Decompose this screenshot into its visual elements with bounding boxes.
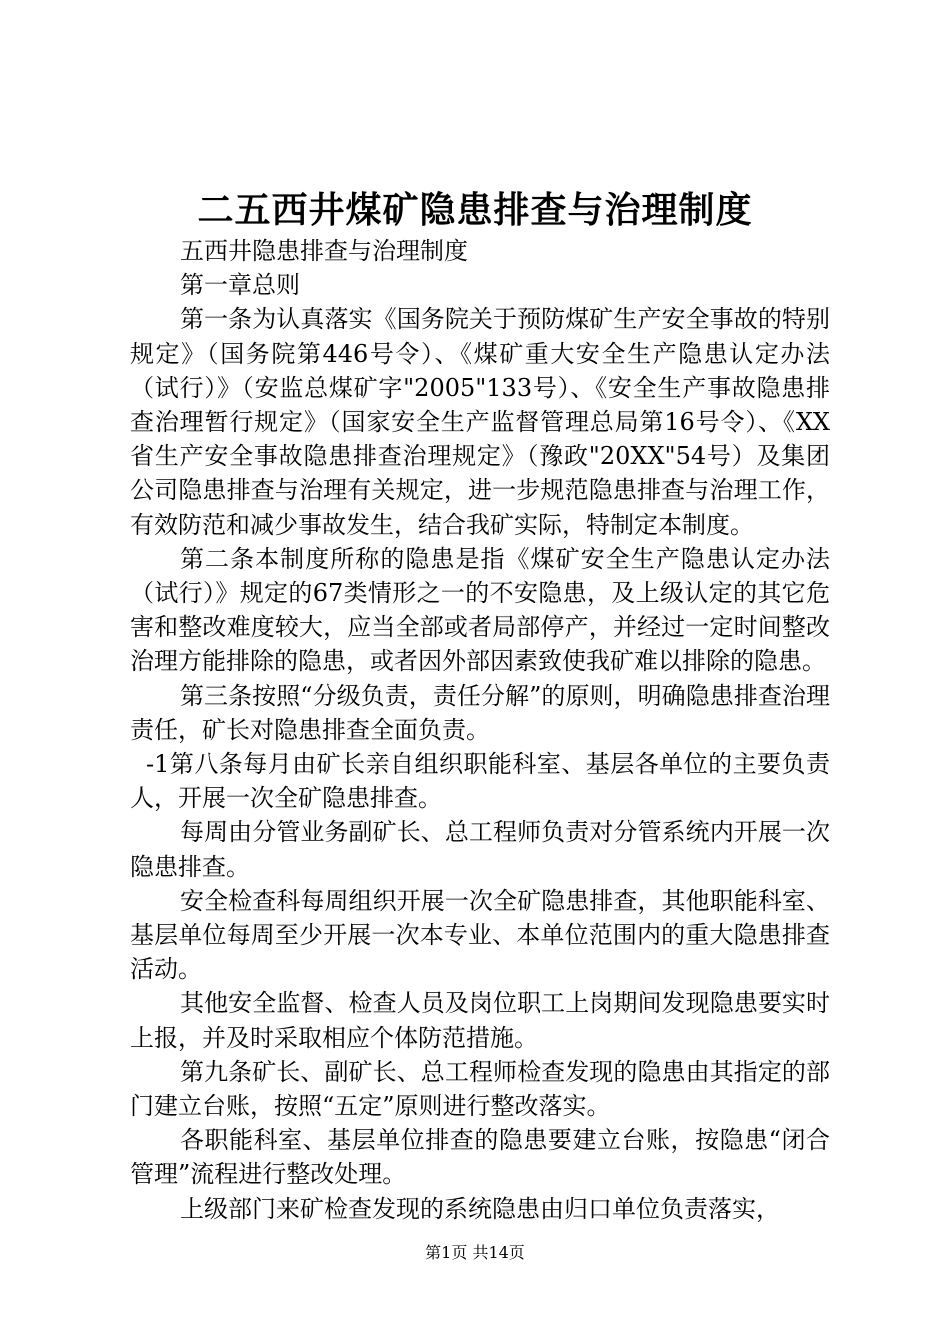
article-9-paragraph: 第九条矿长、副矿长、总工程师检查发现的隐患由其指定的部门建立台账，按照“五定”原则进行整改落实。 xyxy=(130,1057,830,1121)
article-2-paragraph: 第二条本制度所称的隐患是指《煤矿安全生产隐患认定办法（试行）》规定的67类情形之一的不安隐患，及上级认定的其它危害和整改难度较大，应当全部或者局部停产，并经过一定时间整改治理方能排除的隐患，或者因外部因素致使我矿难以排除的隐患。 xyxy=(130,544,830,676)
chapter-heading: 第一章总则 xyxy=(180,271,300,300)
article-1-paragraph: 第一条为认真落实《国务院关于预防煤矿生产安全事故的特别规定》（国务院第446号令）、《煤矿重大安全生产隐患认定办法（试行）》（安监总煤矿字"2005"133号）、《安全生产事故隐患排查治理暂行规定》（国家安全生产监督管理总局第16号令）、《XX省生产安全事故隐患排查治理规定》（豫政"20XX"54号）及集团公司隐患排查与治理有关规定，进一步规范隐患排查与治理工作，有效防范和减少事故发生，结合我矿实际，特制定本制度。 xyxy=(130,305,830,539)
safety-dept-paragraph: 安全检查科每周组织开展一次全矿隐患排查，其他职能科室、基层单位每周至少开展一次本专业、本单位范围内的重大隐患排查活动。 xyxy=(130,886,830,984)
staff-report-paragraph: 其他安全监督、检查人员及岗位职工上岗期间发现隐患要实时上报，并及时采取相应个体防范措施。 xyxy=(130,989,830,1052)
document-title: 二五西井煤矿隐患排查与治理制度 xyxy=(197,189,753,231)
superior-inspection-paragraph: 上级部门来矿检查发现的系统隐患由归口单位负责落实， xyxy=(180,1194,780,1223)
ledger-paragraph: 各职能科室、基层单位排查的隐患要建立台账，按隐患“闭合管理”流程进行整改处理。 xyxy=(130,1126,830,1189)
article-3-paragraph: 第三条按照“分级负责，责任分解”的原则，明确隐患排查治理责任，矿长对隐患排查全面负责。 xyxy=(130,681,830,744)
page-footer: 第1页 共14页 xyxy=(425,1243,525,1262)
article-8-paragraph: -1第八条每月由矿长亲自组织职能科室、基层各单位的主要负责人，开展一次全矿隐患排查。 xyxy=(130,750,830,813)
document-body xyxy=(130,234,830,1226)
subtitle-paragraph: 五西井隐患排查与治理制度 xyxy=(180,237,468,265)
weekly-inspection-paragraph: 每周由分管业务副矿长、总工程师负责对分管系统内开展一次隐患排查。 xyxy=(130,818,830,881)
